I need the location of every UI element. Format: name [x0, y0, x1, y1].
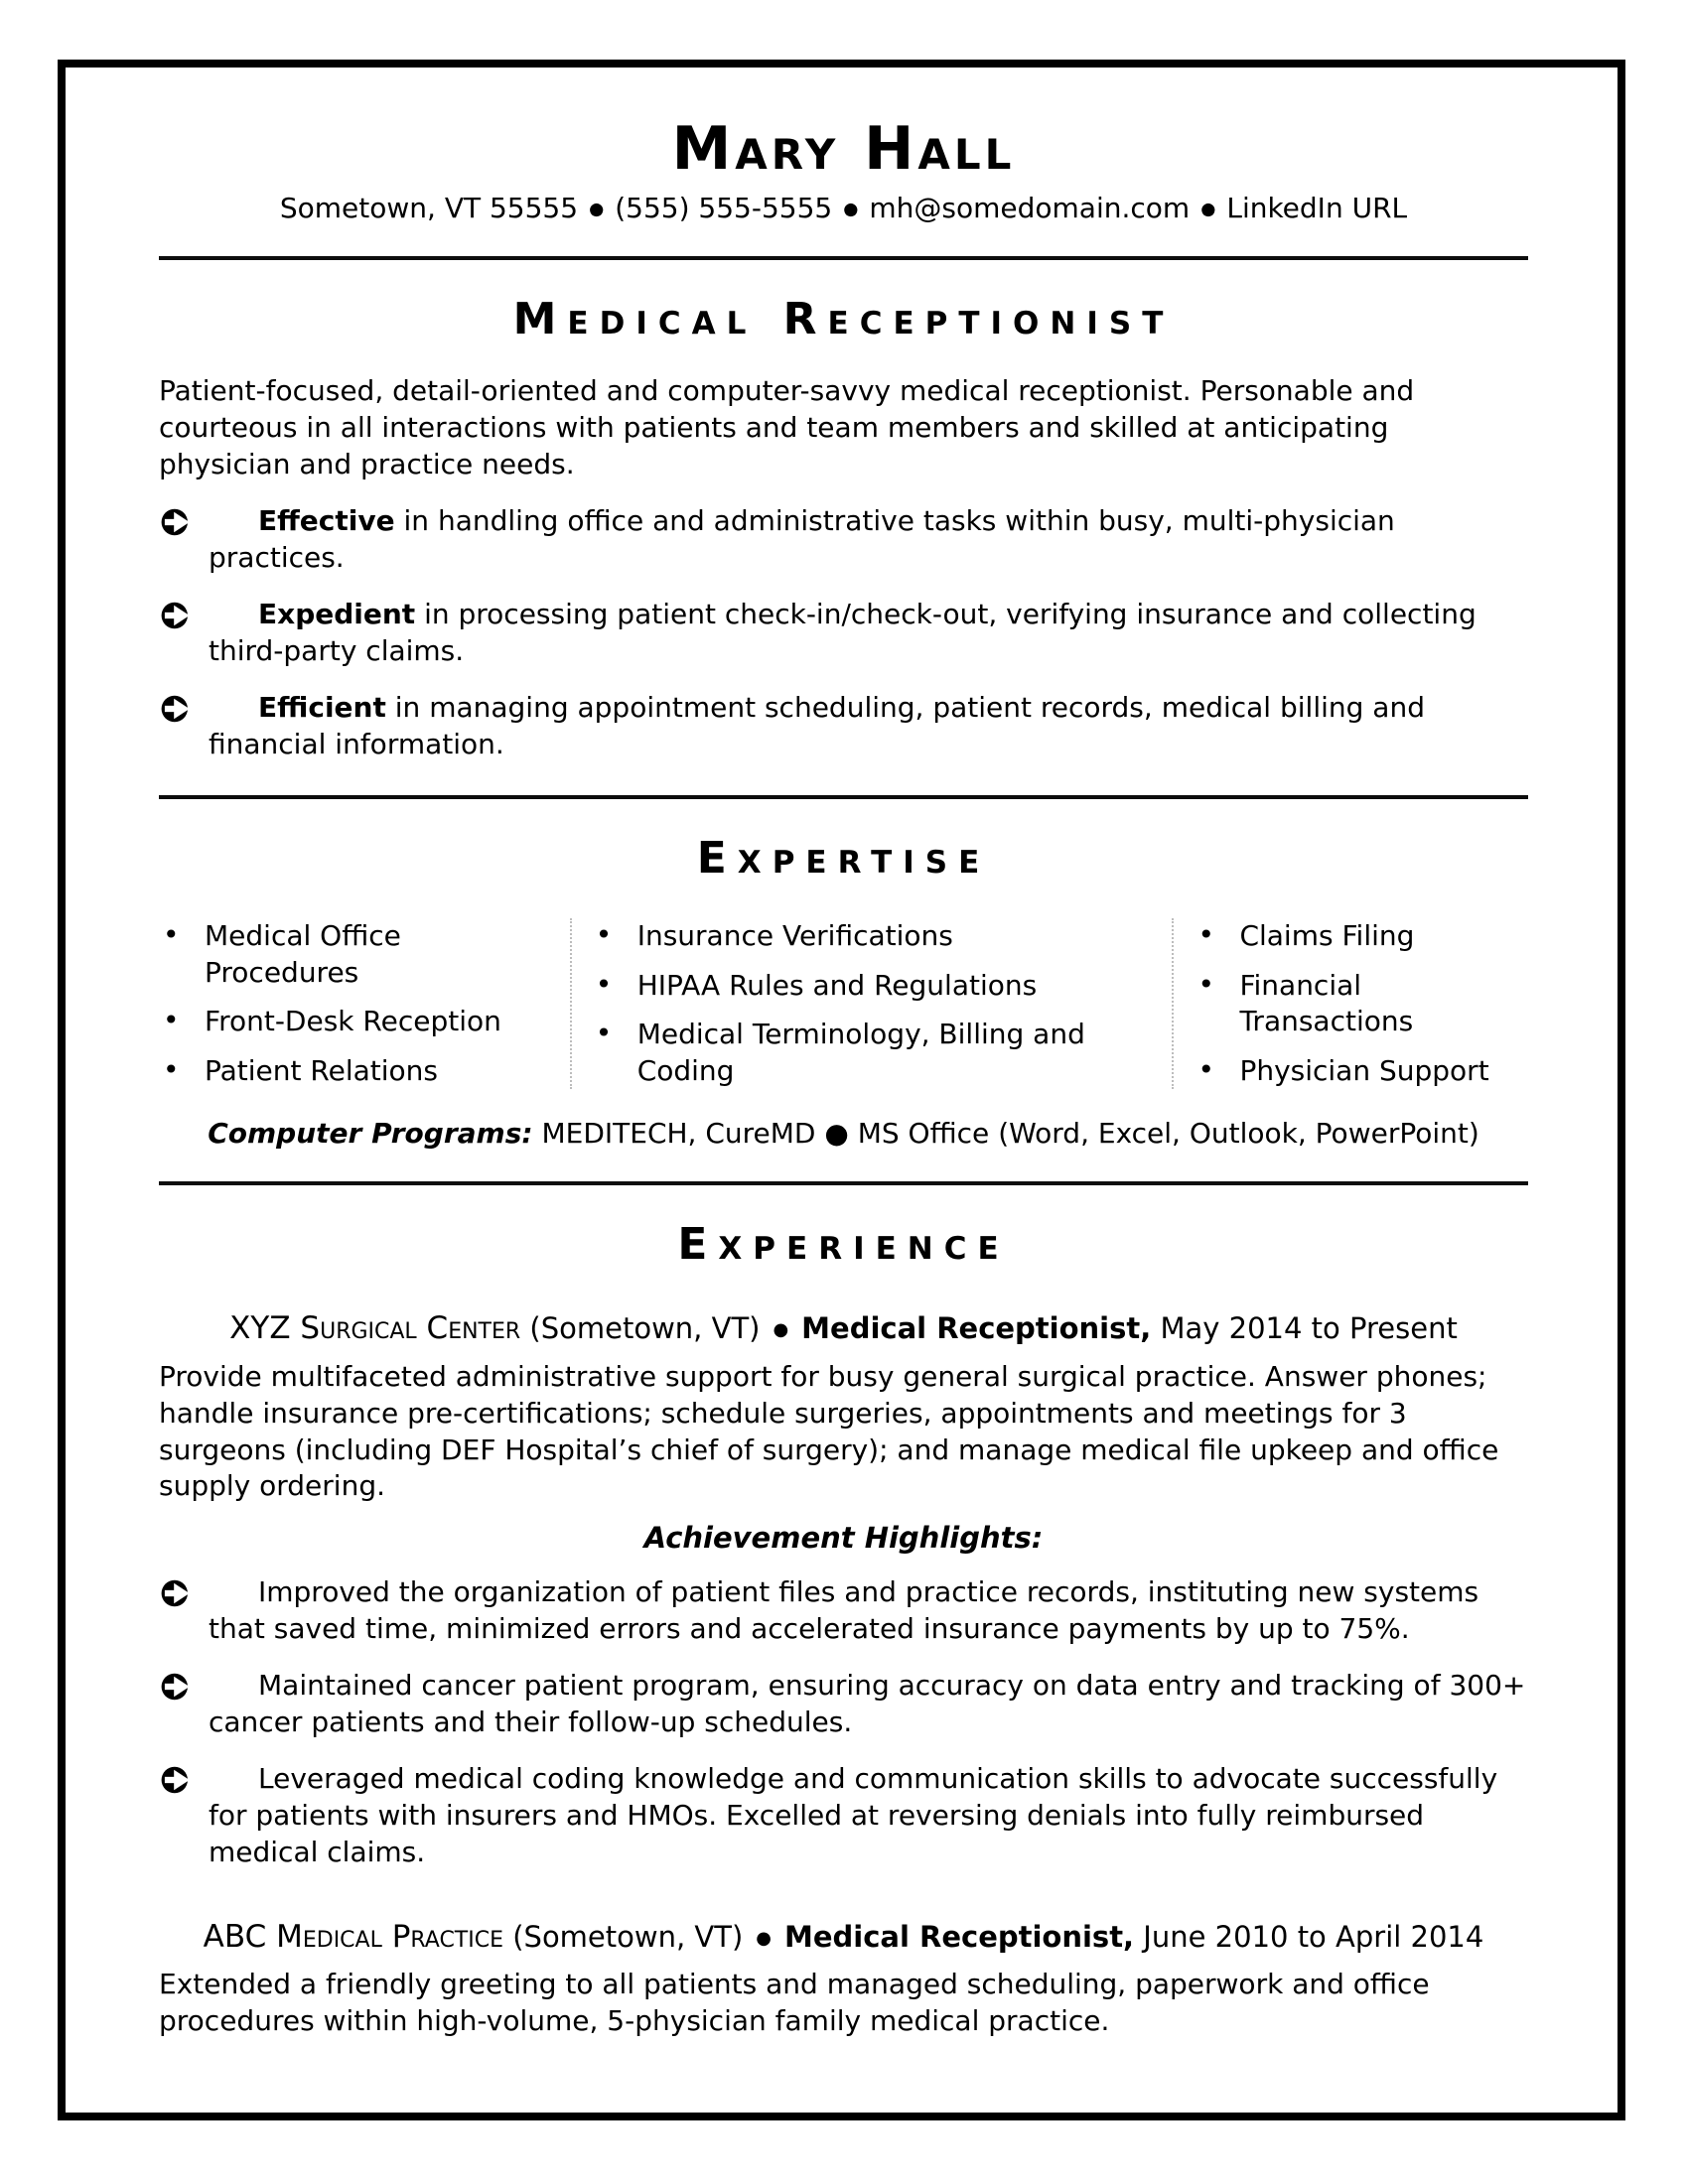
computer-programs-line — [159, 1117, 1528, 1150]
expertise-columns — [159, 918, 1528, 1089]
arrow-bullet-icon — [161, 1578, 191, 1608]
expertise-item: • Medical Office Procedures — [159, 918, 562, 991]
section-divider — [159, 256, 1528, 260]
bullet-text: Leveraged medical coding knowledge and communication skills to advocate successfully for patients with insurers and HMOs. Excelled at reversing denials into fully reimbursed medical claims. — [209, 1762, 1498, 1869]
bullet-separator-icon: ● — [773, 1319, 789, 1341]
job-title: Medical Receptionist, — [783, 1920, 1135, 1955]
section-heading-experience: Experience — [677, 1218, 1010, 1270]
expertise-column-1 — [159, 918, 570, 1089]
contact-location: Sometown, VT 55555 — [279, 192, 579, 224]
arrow-bullet-icon — [161, 507, 191, 537]
expertise-item: • Claims Filing — [1194, 918, 1528, 954]
company-name: XYZ Surgical Center — [229, 1310, 521, 1347]
job-description: Extended a friendly greeting to all patients and managed scheduling, paperwork and office procedures within high-volume, 5-physician family medical practice. — [159, 1968, 1430, 2038]
contact-line — [159, 192, 1528, 224]
contact-phone: (555) 555-5555 — [615, 192, 833, 224]
summary-bullet-list — [159, 503, 1528, 763]
job-dates: June 2010 to April 2014 — [1143, 1920, 1484, 1955]
bullet-separator-icon: ● — [1200, 199, 1216, 219]
bullet-lead: Expedient — [258, 598, 416, 631]
resume-document — [66, 68, 1618, 2040]
bullet-text: in handling office and administrative tasks within busy, multi-physician practices. — [209, 504, 1395, 575]
bullet-text: in processing patient check-in/check-out, verifying insurance and collecting third-party claims. — [209, 598, 1477, 668]
expertise-column-2 — [570, 918, 1173, 1089]
computer-programs-value: MEDITECH, CureMD ● MS Office (Word, Excel, Outlook, PowerPoint) — [541, 1116, 1479, 1150]
arrow-bullet-icon — [161, 601, 191, 630]
expertise-item: • Medical Terminology, Billing and Coding — [592, 1017, 1173, 1089]
page-border — [58, 60, 1625, 2120]
expertise-item: • Financial Transactions — [1194, 968, 1528, 1040]
list-item — [159, 597, 1528, 670]
expertise-item: • Insurance Verifications — [592, 918, 1173, 954]
contact-email: mh@somedomain.com — [869, 192, 1191, 224]
summary-paragraph: Patient-focused, detail-oriented and computer-savvy medical receptionist. Personable and courteous in all interactions with patients and team members and skilled at anticipating physician and practice needs. — [159, 374, 1415, 481]
expertise-list — [159, 918, 562, 1089]
section-heading-expertise: Expertise — [696, 832, 991, 884]
bullet-separator-icon: ● — [756, 1927, 772, 1949]
bullet-text: Maintained cancer patient program, ensuring accuracy on data entry and tracking of 300+ cancer patients and their follow-up schedules. — [209, 1669, 1526, 1739]
bullet-text: in managing appointment scheduling, patient records, medical billing and financial information. — [209, 691, 1425, 761]
computer-programs-label: Computer Programs: — [208, 1116, 533, 1150]
arrow-bullet-icon — [161, 1672, 191, 1702]
bullet-lead: Efficient — [258, 691, 386, 725]
company-name: ABC Medical Practice — [203, 1919, 503, 1956]
list-item — [159, 690, 1528, 763]
resume-name: Mary Hall — [671, 114, 1016, 184]
expertise-list — [592, 918, 1173, 1089]
job-location: (Sometown, VT) — [529, 1311, 761, 1346]
section-divider — [159, 795, 1528, 799]
job-location: (Sometown, VT) — [512, 1920, 744, 1955]
job-header — [159, 1917, 1528, 1957]
job-title: Medical Receptionist, — [801, 1311, 1152, 1346]
contact-linkedin: LinkedIn URL — [1226, 192, 1408, 224]
expertise-item: • Physician Support — [1194, 1053, 1528, 1089]
bullet-text: Improved the organization of patient files and practice records, instituting new systems that saved time, minimized errors and accelerated insurance payments by up to 75%. — [209, 1575, 1479, 1646]
job-description: Provide multifaceted administrative support for busy general surgical practice. Answer phones; handle insurance pre-certifications; schedule surgeries, appointments and meetings for 3 surgeons (including DEF Hospital’s chief of surgery); and manage medical file upkeep and office supply ordering. — [159, 1359, 1499, 1503]
section-divider — [159, 1181, 1528, 1185]
expertise-item: • HIPAA Rules and Regulations — [592, 968, 1173, 1004]
expertise-item: • Patient Relations — [159, 1053, 562, 1089]
job-header — [159, 1308, 1528, 1348]
bullet-lead: Effective — [258, 504, 395, 538]
achievements-list — [159, 1574, 1528, 1871]
bullet-separator-icon: ● — [843, 199, 859, 219]
arrow-bullet-icon — [161, 694, 191, 724]
list-item — [159, 503, 1528, 577]
expertise-column-3 — [1172, 918, 1528, 1089]
list-item — [159, 1668, 1528, 1741]
job-dates: May 2014 to Present — [1160, 1311, 1458, 1346]
headline-title: Medical Receptionist — [512, 294, 1175, 344]
arrow-bullet-icon — [161, 1765, 191, 1795]
list-item — [159, 1574, 1528, 1648]
expertise-item: • Front-Desk Reception — [159, 1004, 562, 1039]
list-item — [159, 1761, 1528, 1871]
expertise-list — [1194, 918, 1528, 1089]
bullet-separator-icon: ● — [589, 199, 605, 219]
achievements-heading: Achievement Highlights: — [643, 1521, 1044, 1556]
